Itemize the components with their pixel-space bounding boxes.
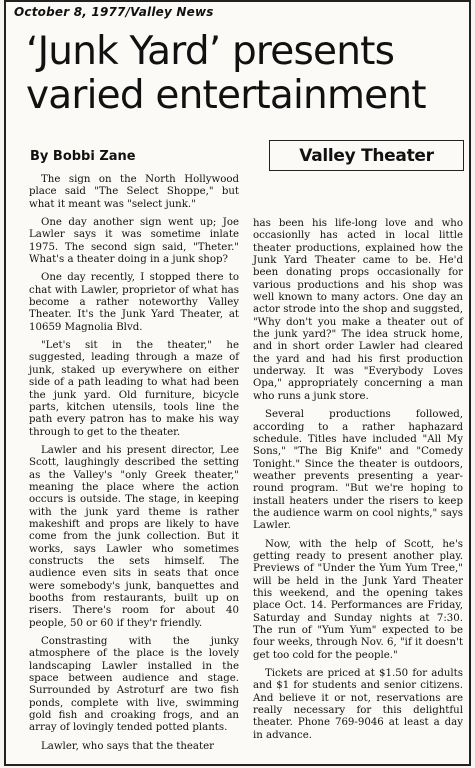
paragraph: has been his life-long love and who occasionlly has acted in local little theater productions, explained how the Junk Yard Theater came to be. He'd been donating props occasionally for various productions and his shop was well known to many actors. One day an actor strode into the shop and suggsted, "Why don't you make a theater out of the junk yard?" The idea struck home, and in short order Lawler had cleared the yard and had his first production underway. It was "Everybody Loves Opa," appropriately concerning a man who runs a junk store.	[253, 218, 463, 402]
byline: By Bobbi Zane	[30, 149, 136, 164]
section-title: Valley Theater	[299, 145, 434, 166]
paragraph: Several productions followed, according to a rather haphazard schedule. Titles have included "All My Sons," "The Big Knife" and "Comedy Tonight." Since the theater is outdoors, weather prevents presenting a year-round program. "But we're hoping to install heaters under the risers to keep the audience warm on cool nights," says Lawler.	[253, 409, 463, 532]
article-column-1	[29, 174, 239, 759]
paragraph: One day another sign went up; Joe Lawler says it was sometime inlate 1975. The second sign said, "Theter." What's a theater doing in a junk shop?	[29, 217, 239, 266]
paragraph: One day recently, I stopped there to chat with Lawler, proprietor of what has become a rather noteworthy Valley Theater. It's the Junk Yard Theater, at 10659 Magnolia Blvd.	[29, 272, 239, 333]
paragraph: Constrasting with the junky atmosphere of the place is the lovely landscaping Lawler installed in the space between audience and stage. Surrounded by Astroturf are two fish ponds, complete with live, swimming gold fish and croaking frogs, and an array of lovingly tended potted plants.	[29, 636, 239, 734]
headline	[26, 30, 466, 118]
paragraph: Lawler and his present director, Lee Scott, laughingly described the setting as the Valley's "only Greek theater," meaning the place where the action occurs is outside. The stage, in keeping with the junk yard theme is rather makeshift and props are likely to have come from the junk collection. But it works, says Lawler who sometimes constructs the sets himself. The audience even sits in seats that once were somebody's junk, banquettes and booths from restaurants, built up on risers. There's room for about 40 people, 50 or 60 if they'r friendly.	[29, 444, 239, 629]
article-column-2	[253, 218, 463, 748]
paragraph: The sign on the North Hollywood place said "The Select Shoppe," but what it meant was "select junk."	[29, 174, 239, 210]
section-label-box	[269, 140, 464, 171]
paragraph: Lawler, who says that the theater	[41, 740, 214, 752]
paragraph: "Let's sit in the theater," he suggested, leading through a maze of junk, staked up everywhere on either side of a path leading to what had been the junk yard. Old furniture, bicycle parts, kitchen utensils, tools line the path every patron has to make his way through to get to the theater.	[29, 340, 239, 438]
headline-line-1: ‘Junk Yard’ presents	[26, 29, 395, 74]
paragraph: Tickets are priced at $1.50 for adults and $1 for students and senior citizens. And believe it or not, reservations are really necessary for this delightful theater. Phone 769-9046 at least a day in advance.	[253, 668, 463, 741]
dateline: October 8, 1977/Valley News	[14, 5, 214, 19]
headline-line-2: varied entertainment	[26, 73, 426, 118]
paragraph: Now, with the help of Scott, he's getting ready to present another play. Previews of "Under the Yum Yum Tree," will be held in the Junk Yard Theater this weekend, and the opening takes place Oct. 14. Performances are Friday, Saturday and Sunday nights at 7:30. The run of "Yum Yum" expected to be four weeks, through Nov. 6, "if it doesn't get too cold for the people."	[253, 538, 463, 661]
newspaper-clipping	[4, 0, 471, 766]
